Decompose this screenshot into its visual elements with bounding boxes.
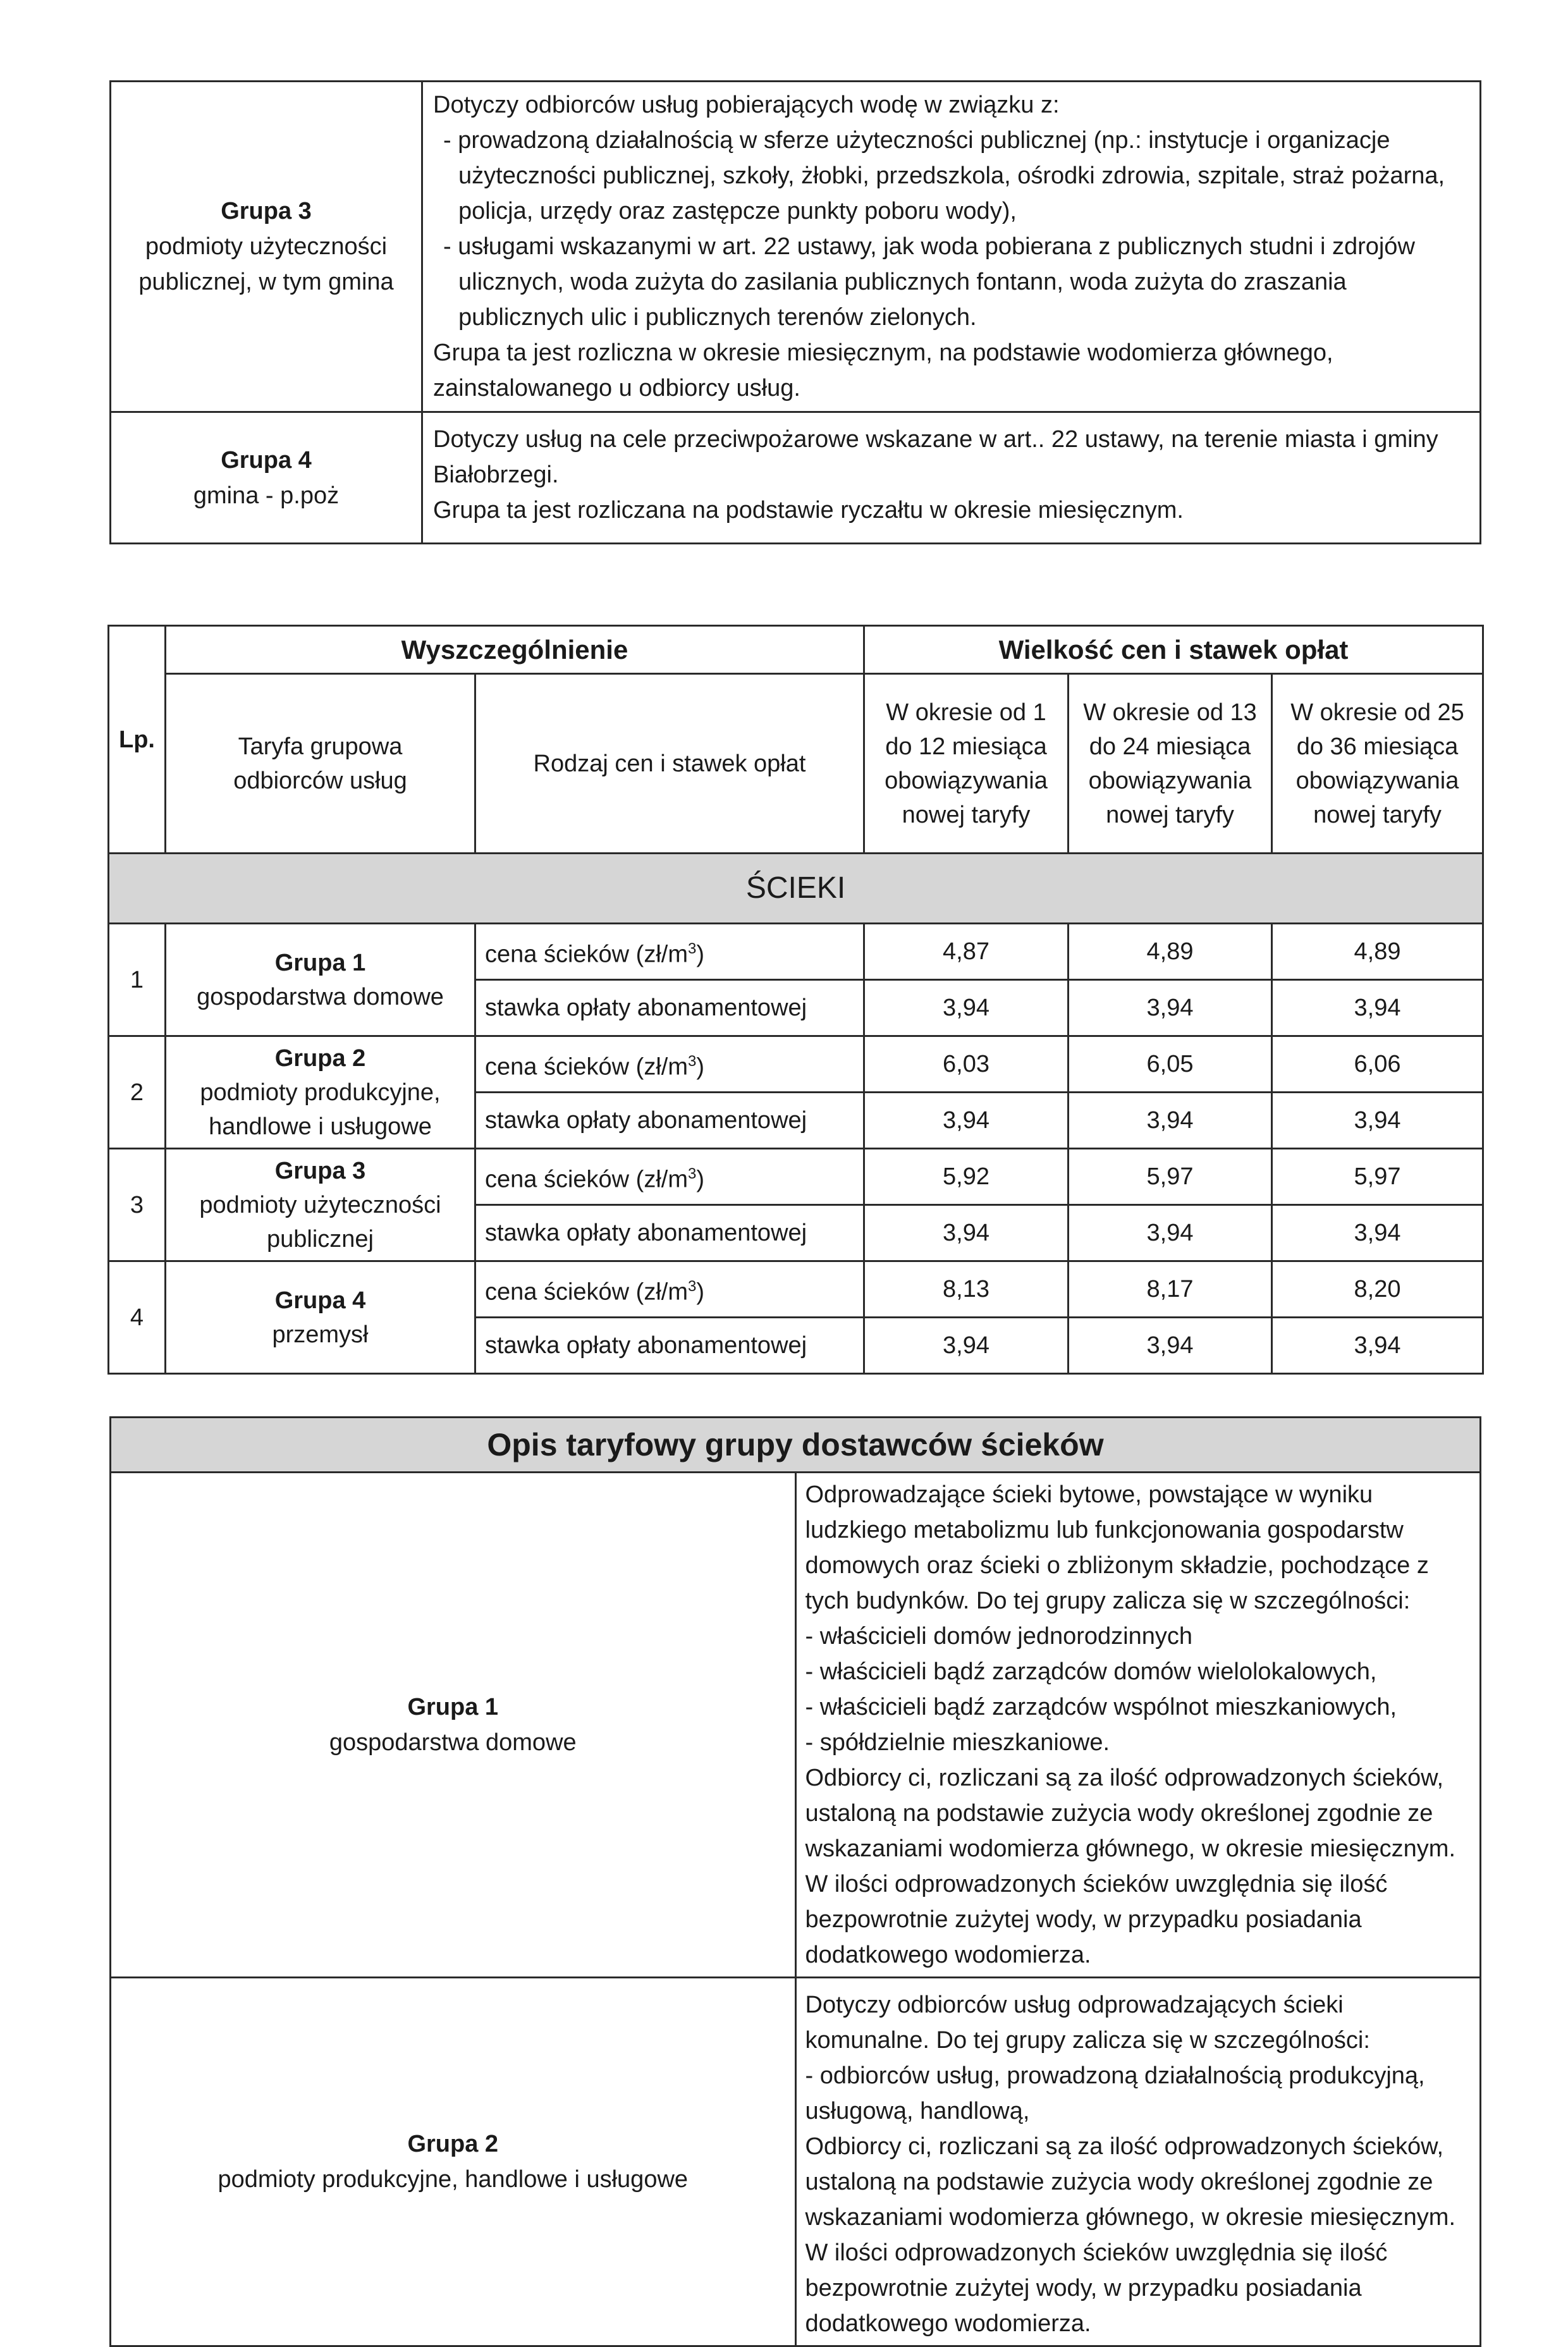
fee-value-cell: 3,94	[1272, 1093, 1483, 1149]
price-value-cell: 8,17	[1069, 1261, 1272, 1318]
price-value-cell: 5,92	[864, 1149, 1069, 1205]
group-name-cell	[111, 82, 422, 412]
price-label-end: )	[696, 941, 704, 968]
group-description-cell	[422, 412, 1481, 544]
price-value-cell: 4,89	[1069, 924, 1272, 980]
lp-cell: 4	[109, 1261, 166, 1374]
sewage-title-row	[111, 1418, 1481, 1473]
period-3-header: W okresie od 25 do 36 miesiąca obowiązywania nowej taryfy	[1272, 674, 1483, 854]
period-2-header: W okresie od 13 do 24 miesiąca obowiązywania nowej taryfy	[1069, 674, 1272, 854]
price-value-cell: 6,06	[1272, 1036, 1483, 1093]
price-value-cell: 8,20	[1272, 1261, 1483, 1318]
price-label-sup: 3	[687, 1165, 697, 1182]
description-intro: Odprowadzające ścieki bytowe, powstające w wyniku ludzkiego metabolizmu lub funkcjonowania gospodarstw domowych oraz ścieki o zbliżonym składzie, pochodzące z tych budynków. Do tej grupy zalicza się w szczególności:	[805, 1481, 1429, 1614]
group-title: Grupa 2	[407, 2131, 499, 2157]
price-label-sup: 3	[687, 940, 697, 957]
price-type-cell	[475, 1261, 864, 1318]
fee-value-cell: 3,94	[1272, 1205, 1483, 1261]
tariff-price-row	[109, 1036, 1483, 1093]
prices-header: Wielkość cen i stawek opłat	[864, 626, 1483, 674]
fee-value-cell: 3,94	[864, 1093, 1069, 1149]
fee-type-cell: stawka opłaty abonamentowej	[475, 980, 864, 1036]
price-label-sup: 3	[687, 1277, 697, 1295]
tariff-price-row	[109, 1261, 1483, 1318]
group-cell	[166, 1261, 475, 1374]
price-value-cell: 4,89	[1272, 924, 1483, 980]
fee-type-cell: stawka opłaty abonamentowej	[475, 1205, 864, 1261]
group-subtitle: podmioty użyteczności	[145, 233, 388, 260]
spec-header: Wyszczególnienie	[166, 626, 864, 674]
type-col-header: Rodzaj cen i stawek opłat	[475, 674, 864, 854]
price-label: cena ścieków (zł/m	[485, 1278, 688, 1306]
lp-cell: 2	[109, 1036, 166, 1149]
group-title: Grupa 3	[221, 198, 312, 224]
group-name-cell	[111, 1978, 796, 2346]
price-label-end: )	[696, 1278, 704, 1306]
description-bullet: - właścicieli domów jednorodzinnych	[805, 1623, 1192, 1650]
tariff-subheader-row	[109, 674, 1483, 854]
fee-value-cell: 3,94	[1069, 1318, 1272, 1374]
group-subtitle: gospodarstwa domowe	[329, 1729, 577, 1756]
tariff-body	[109, 924, 1483, 1374]
tariff-price-row	[109, 1149, 1483, 1205]
description-outro: Grupa ta jest rozliczna w okresie miesięcznym, na podstawie wodomierza głównego, zainstalowanego u odbiorcy usług.	[433, 340, 1333, 401]
price-type-cell	[475, 1036, 864, 1093]
tariff-table	[107, 625, 1484, 1375]
group-title: Grupa 1	[407, 1694, 499, 1720]
section-label: ŚCIEKI	[109, 854, 1483, 924]
description-bullet: - odbiorców usług, prowadzoną działalnością produkcyjną, usługową, handlową,	[805, 2062, 1425, 2124]
lp-cell: 3	[109, 1149, 166, 1261]
group-title: Grupa 4	[274, 1287, 366, 1314]
fee-type-cell: stawka opłaty abonamentowej	[475, 1093, 864, 1149]
group-subtitle: publicznej, w tym gmina	[138, 269, 394, 295]
description-intro: Dotyczy odbiorców usług pobierających wodę w związku z:	[433, 92, 1060, 118]
price-label-end: )	[696, 1166, 704, 1193]
price-value-cell: 4,87	[864, 924, 1069, 980]
group-title: Grupa 2	[274, 1045, 366, 1072]
fee-value-cell: 3,94	[1069, 980, 1272, 1036]
fee-value-cell: 3,94	[864, 1318, 1069, 1374]
price-type-cell	[475, 924, 864, 980]
group-subtitle: podmioty użyteczności publicznej	[199, 1191, 441, 1253]
price-value-cell: 6,03	[864, 1036, 1069, 1093]
group-title: Grupa 4	[221, 446, 312, 474]
group-title: Grupa 3	[274, 1157, 366, 1184]
sewage-description-table	[109, 1416, 1481, 2347]
price-type-cell	[475, 1149, 864, 1205]
fee-value-cell: 3,94	[1272, 980, 1483, 1036]
description-intro: Dotyczy odbiorców usług odprowadzających ścieki komunalne. Do tej grupy zalicza się w szczególności:	[805, 1992, 1370, 2054]
group-description-cell	[795, 1978, 1481, 2346]
price-label: cena ścieków (zł/m	[485, 941, 688, 968]
water-group-row	[111, 412, 1481, 544]
sewage-group-row	[111, 1978, 1481, 2346]
price-label: cena ścieków (zł/m	[485, 1166, 688, 1193]
description-outro: Grupa ta jest rozliczana na podstawie ryczałtu w okresie miesięcznym.	[433, 497, 1184, 524]
description-bullet: - prowadzoną działalnością w sferze użyteczności publicznej (np.: instytucje i organizacje użyteczności publicznej, szkoły, żłobki, przedszkola, ośrodki zdrowia, szpitale, straż pożarna, policja, urzędy oraz zastępcze punkty poboru wody),	[443, 127, 1445, 224]
description-intro: Dotyczy usług na cele przeciwpożarowe wskazane w art.. 22 ustawy, na terenie miasta i gminy Białobrzegi.	[433, 426, 1438, 488]
period-1-header: W okresie od 1 do 12 miesiąca obowiązywania nowej taryfy	[864, 674, 1069, 854]
group-cell	[166, 1036, 475, 1149]
water-groups-table	[109, 80, 1481, 544]
group-description-cell	[422, 82, 1481, 412]
description-outro: Odbiorcy ci, rozliczani są za ilość odprowadzonych ścieków, ustaloną na podstawie zużycia wody określonej zgodnie ze wskazaniami wodomierza głównego, w okresie miesięcznym. W ilości odprowadzonych ścieków uwzględnia się ilość bezpowrotnie zużytej wody, w przypadku posiadania dodatkowego wodomierza.	[805, 2133, 1456, 2337]
description-bullet: - spółdzielnie mieszkaniowe.	[805, 1729, 1110, 1756]
section-row	[109, 854, 1483, 924]
group-subtitle: gmina - p.poż	[193, 482, 340, 509]
fee-type-cell: stawka opłaty abonamentowej	[475, 1318, 864, 1374]
price-value-cell: 5,97	[1069, 1149, 1272, 1205]
group-cell	[166, 1149, 475, 1261]
lp-cell: 1	[109, 924, 166, 1036]
group-subtitle: podmioty produkcyjne, handlowe i usługowe	[217, 2166, 689, 2193]
sewage-group-row	[111, 1473, 1481, 1978]
fee-value-cell: 3,94	[1272, 1318, 1483, 1374]
price-value-cell: 8,13	[864, 1261, 1069, 1318]
group-description-cell	[795, 1473, 1481, 1978]
group-title: Grupa 1	[274, 949, 366, 976]
price-value-cell: 5,97	[1272, 1149, 1483, 1205]
group-name-cell	[111, 1473, 796, 1978]
fee-value-cell: 3,94	[1069, 1205, 1272, 1261]
price-label-sup: 3	[687, 1052, 697, 1070]
description-bullet: - usługami wskazanymi w art. 22 ustawy, jak woda pobierana z publicznych studni i zdrojów ulicznych, woda zużyta do zasilania publicznych fontann, woda zużyta do zraszania publicznych ulic i publicznych terenów zielonych.	[443, 233, 1415, 331]
description-outro: Odbiorcy ci, rozliczani są za ilość odprowadzonych ścieków, ustaloną na podstawie zużycia wody określonej zgodnie ze wskazaniami wodomierza głównego, w okresie miesięcznym. W ilości odprowadzonych ścieków uwzględnia się ilość bezpowrotnie zużytej wody, w przypadku posiadania dodatkowego wodomierza.	[805, 1765, 1456, 1968]
description-bullet: - właścicieli bądź zarządców wspólnot mieszkaniowych,	[805, 1694, 1397, 1720]
group-subtitle: przemysł	[272, 1321, 369, 1348]
water-group-row	[111, 82, 1481, 412]
price-label-end: )	[696, 1053, 704, 1081]
tariff-header-row	[109, 626, 1483, 674]
group-subtitle: podmioty produkcyjne, handlowe i usługowe	[200, 1079, 441, 1140]
group-col-header: Taryfa grupowa odbiorców usług	[166, 674, 475, 854]
group-name-cell	[111, 412, 422, 544]
fee-value-cell: 3,94	[1069, 1093, 1272, 1149]
price-label: cena ścieków (zł/m	[485, 1053, 688, 1081]
lp-header: Lp.	[109, 626, 166, 854]
sewage-description-title: Opis taryfowy grupy dostawców ścieków	[111, 1418, 1481, 1473]
description-bullet: - właścicieli bądź zarządców domów wielolokalowych,	[805, 1658, 1377, 1685]
tariff-price-row	[109, 924, 1483, 980]
price-value-cell: 6,05	[1069, 1036, 1272, 1093]
fee-value-cell: 3,94	[864, 1205, 1069, 1261]
group-subtitle: gospodarstwa domowe	[197, 983, 444, 1010]
group-cell	[166, 924, 475, 1036]
fee-value-cell: 3,94	[864, 980, 1069, 1036]
